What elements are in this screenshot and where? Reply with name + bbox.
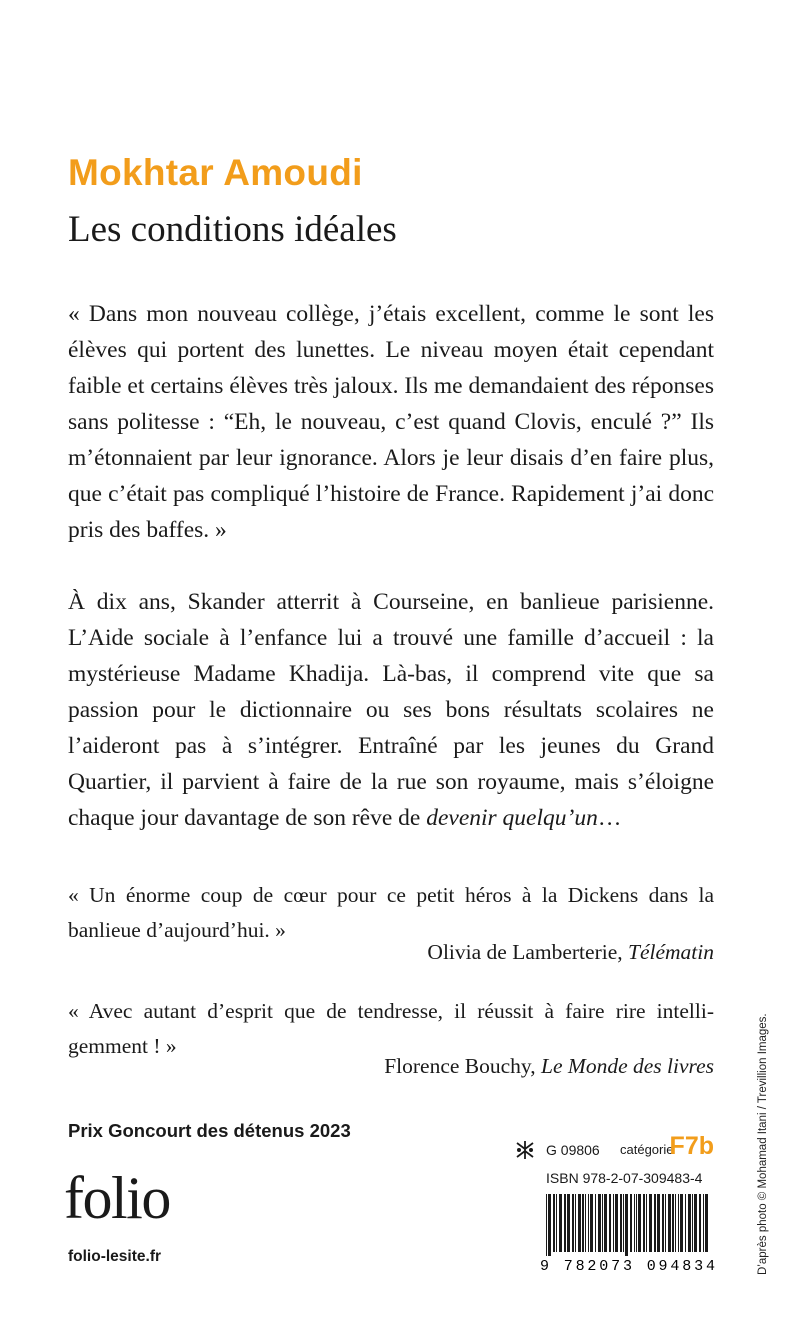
review-attribution-2 — [384, 1054, 714, 1079]
review-quote-1: « Un énorme coup de cœur pour ce petit héros à la Dickens dans la banlieue d’aujourd’hui. » — [68, 883, 714, 942]
barcode-bar — [630, 1194, 632, 1252]
barcode-bar — [604, 1194, 607, 1252]
barcode-bar — [649, 1194, 652, 1252]
barcode-bar — [705, 1194, 708, 1252]
summary-italic-text: devenir quelqu’un — [426, 805, 598, 831]
barcode-bar — [703, 1194, 704, 1252]
barcode-bar — [613, 1194, 614, 1252]
category-label: catégorie — [620, 1142, 674, 1157]
barcode-bar — [553, 1194, 555, 1252]
barcode-icon — [540, 1194, 715, 1272]
barcode-bar — [546, 1194, 547, 1256]
barcode-bar — [678, 1194, 679, 1252]
barcode-bar — [675, 1194, 676, 1252]
barcode-bar — [699, 1194, 701, 1252]
barcode-bar — [578, 1194, 581, 1252]
barcode-bar — [615, 1194, 618, 1252]
gallimard-logo-icon — [514, 1139, 536, 1161]
barcode-bar — [636, 1194, 637, 1252]
barcode-bar — [634, 1194, 635, 1252]
barcode-bar — [662, 1194, 664, 1252]
barcode-bar — [564, 1194, 566, 1252]
review-source-2: Le Monde des livres — [541, 1054, 714, 1078]
barcode-bar — [585, 1194, 586, 1252]
barcode-bar — [595, 1194, 596, 1252]
barcode-bar — [646, 1194, 647, 1252]
barcode-bar — [672, 1194, 674, 1252]
barcode-bar — [623, 1194, 624, 1252]
website-link[interactable]: folio-lesite.fr — [68, 1248, 162, 1265]
prize-label: Prix Goncourt des détenus 2023 — [68, 1120, 351, 1141]
catalog-code: G 09806 — [546, 1142, 600, 1158]
barcode-bar — [694, 1194, 697, 1252]
barcode-bar — [688, 1194, 691, 1252]
barcode-bar — [680, 1194, 683, 1252]
barcode-bar — [567, 1194, 570, 1252]
barcode-bar — [598, 1194, 601, 1252]
isbn-text: ISBN 978-2-07-309483-4 — [546, 1170, 703, 1186]
barcode-bar — [625, 1194, 628, 1256]
review-source-1: Télématin — [628, 940, 714, 964]
summary-paragraph — [68, 584, 714, 836]
barcode-bar — [654, 1194, 656, 1252]
barcode-bar — [620, 1194, 622, 1252]
barcode-bar — [588, 1194, 589, 1252]
author-name: Mokhtar Amoudi — [68, 152, 363, 193]
barcode-bar — [643, 1194, 645, 1252]
barcode-bar — [556, 1194, 557, 1252]
barcode-bar — [582, 1194, 584, 1252]
barcode-bar — [575, 1194, 576, 1252]
barcode-bar — [668, 1194, 671, 1252]
barcode-bar — [685, 1194, 686, 1252]
barcode-bar — [657, 1194, 660, 1252]
review-author-2: Florence Bouchy, — [384, 1054, 542, 1078]
barcode-bar — [559, 1194, 562, 1252]
barcode-bar — [692, 1194, 693, 1252]
barcode-bar — [602, 1194, 603, 1252]
book-title: Les conditions idéales — [68, 209, 397, 250]
excerpt-paragraph: « Dans mon nouveau collège, j’étais excellent, comme le sont les élèves qui portent des lunettes. Le niveau moyen était cependant faible et certains élèves très jaloux. Ils me demandaient des réponses sans politesse : “Eh, le nouveau, c’est quand Clovis, enculé ?” Ils m’étonnaient par leur ignorance. Alors je leur disais d’en faire plus, que c’était pas compliqué l’histoire de France. Rapidement j’ai donc pris des baffes. » — [68, 301, 714, 543]
barcode-bar — [590, 1194, 593, 1252]
review-author-1: Olivia de Lamberterie, — [427, 940, 628, 964]
barcode-bar — [548, 1194, 551, 1256]
barcode-bar — [638, 1194, 641, 1252]
barcode-bar — [609, 1194, 611, 1252]
catalog-code-row — [514, 1134, 714, 1164]
price-category: F7b — [669, 1132, 714, 1160]
barcode-digits: 9 782073 094834 — [540, 1258, 715, 1272]
photo-credit: D’après photo © Mohamad Itani / Trevillion Images. — [757, 1013, 769, 1275]
folio-logo: folio — [64, 1165, 170, 1231]
review-attribution-1 — [427, 940, 714, 965]
summary-main-text: À dix ans, Skander atterrit à Courseine, en banlieue parisienne. L’Aide sociale à l’enfance lui a trouvé une famille d’accueil : la mystérieuse Madame Khadija. Là-bas, il comprend vite que sa passion pour le dictionnaire ou ses bons résultats scolaires ne l’aideront pas à s’intégrer. Entraîné par les jeunes du Grand Quartier, il parvient à faire de la rue son royaume, mais s’éloigne chaque jour davantage de son rêve de — [68, 589, 714, 831]
barcode-bar — [572, 1194, 574, 1252]
summary-ellipsis: … — [597, 805, 622, 831]
barcode-bar — [665, 1194, 666, 1252]
review-quote-2: « Avec autant d’esprit que de tendresse, il réussit à faire rire intelligemment ! » — [68, 999, 714, 1058]
